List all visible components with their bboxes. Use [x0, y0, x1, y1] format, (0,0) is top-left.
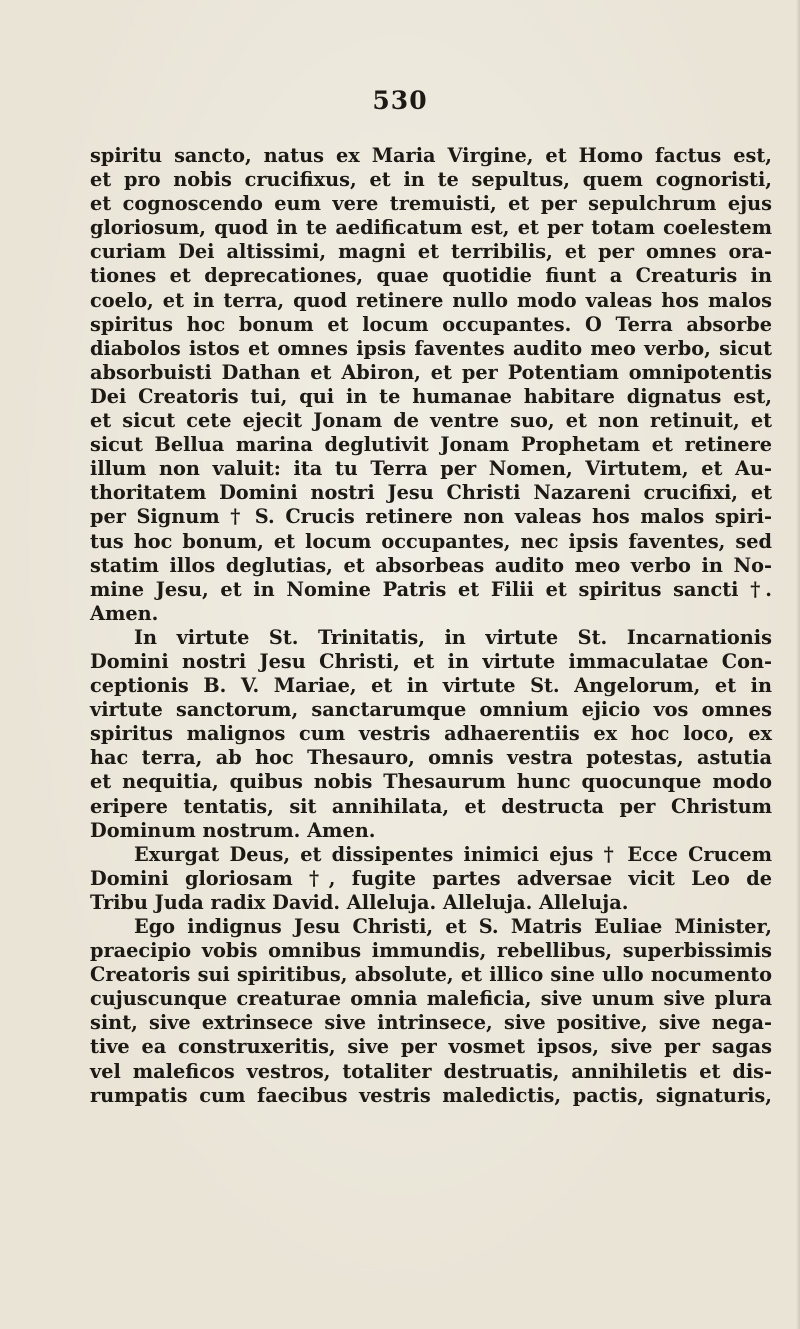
text-line: cujuscunque creaturae omnia maleficia, sive unum sive plura: [90, 987, 772, 1011]
text-line: Domini gloriosam †, fugite partes adversae vicit Leo de: [90, 866, 772, 890]
page-edge-shadow: [796, 0, 800, 1329]
text-line: tive ea construxeritis, sive per vosmet ipsos, sive per sagas: [90, 1035, 772, 1059]
paragraph-4: [90, 915, 772, 1108]
text-line: mine Jesu, et in Nomine Patris et Filii et spiritus sancti †.: [90, 577, 772, 601]
text-line: Dei Creatoris tui, qui in te humanae habitare dignatus est,: [90, 384, 772, 408]
text-line: In virtute St. Trinitatis, in virtute St. Incarnationis: [134, 625, 772, 649]
text-line: spiritus hoc bonum et locum occupantes. O Terra absorbe: [90, 312, 772, 336]
text-line: Tribu Juda radix David. Alleluja. Alleluja. Alleluja.: [90, 890, 629, 914]
text-line: sint, sive extrinsece sive intrinsece, sive positive, sive nega-: [90, 1011, 772, 1035]
text-line: per Signum † S. Crucis retinere non valeas hos malos spiri-: [90, 505, 772, 529]
text-line: spiritu sancto, natus ex Maria Virgine, et Homo factus est,: [90, 144, 772, 167]
text-line: Dominum nostrum. Amen.: [90, 818, 376, 842]
text-line: illum non valuit: ita tu Terra per Nomen, Virtutem, et Au-: [90, 457, 772, 481]
page-number: 530: [372, 86, 428, 115]
text-line: absorbuisti Dathan et Abiron, et per Potentiam omnipotentis: [90, 360, 772, 384]
text-line: et pro nobis crucifixus, et in te sepultus, quem cognoristi,: [90, 168, 772, 192]
text-line: hac terra, ab hoc Thesauro, omnis vestra potestas, astutia: [90, 746, 772, 770]
text-line: diabolos istos et omnes ipsis faventes audito meo verbo, sicut: [90, 336, 772, 360]
text-line: Ego indignus Jesu Christi, et S. Matris Euliae Minister,: [134, 915, 772, 938]
text-line: Creatoris sui spiritibus, absolute, et illico sine ullo nocumento: [90, 963, 772, 987]
text-line: coelo, et in terra, quod retinere nullo modo valeas hos malos: [90, 288, 772, 312]
text-line: tiones et deprecationes, quae quotidie fiunt a Creaturis in: [90, 264, 772, 288]
text-line: sicut Bellua marina deglutivit Jonam Prophetam et retinere: [90, 433, 772, 457]
text-line: tus hoc bonum, et locum occupantes, nec ipsis faventes, sed: [90, 529, 772, 553]
text-line: thoritatem Domini nostri Jesu Christi Nazareni crucifixi, et: [90, 481, 772, 505]
text-line: eripere tentatis, sit annihilata, et destructa per Christum: [90, 794, 772, 818]
text-line: rumpatis cum faecibus vestris maledictis, pactis, signaturis,: [90, 1083, 772, 1107]
paragraph-2: [90, 626, 772, 843]
text-line: vel maleficos vestros, totaliter destruatis, annihiletis et dis-: [90, 1059, 772, 1083]
text-line: Amen.: [90, 601, 159, 625]
text-line: curiam Dei altissimi, magni et terribilis, et per omnes ora-: [90, 240, 772, 264]
text-line: et sicut cete ejecit Jonam de ventre suo, et non retinuit, et: [90, 409, 772, 433]
text-line: virtute sanctorum, sanctarumque omnium ejicio vos omnes: [90, 698, 772, 722]
text-line: spiritus malignos cum vestris adhaerentiis ex hoc loco, ex: [90, 722, 772, 746]
body-text: [90, 144, 772, 1108]
text-line: gloriosum, quod in te aedificatum est, et per totam coelestem: [90, 216, 772, 240]
text-line: praecipio vobis omnibus immundis, rebellibus, superbissimis: [90, 939, 772, 963]
paragraph-1: [90, 144, 772, 626]
text-line: Domini nostri Jesu Christi, et in virtute immaculatae Con-: [90, 649, 772, 673]
text-line: et cognoscendo eum vere tremuisti, et per sepulchrum ejus: [90, 192, 772, 216]
text-line: statim illos deglutias, et absorbeas audito meo verbo in No-: [90, 553, 772, 577]
text-line: Exurgat Deus, et dissipentes inimici ejus † Ecce Crucem: [134, 842, 772, 866]
text-line: ceptionis B. V. Mariae, et in virtute St. Angelorum, et in: [90, 674, 772, 698]
paragraph-3: [90, 843, 772, 915]
text-line: et nequitia, quibus nobis Thesaurum hunc quocunque modo: [90, 770, 772, 794]
